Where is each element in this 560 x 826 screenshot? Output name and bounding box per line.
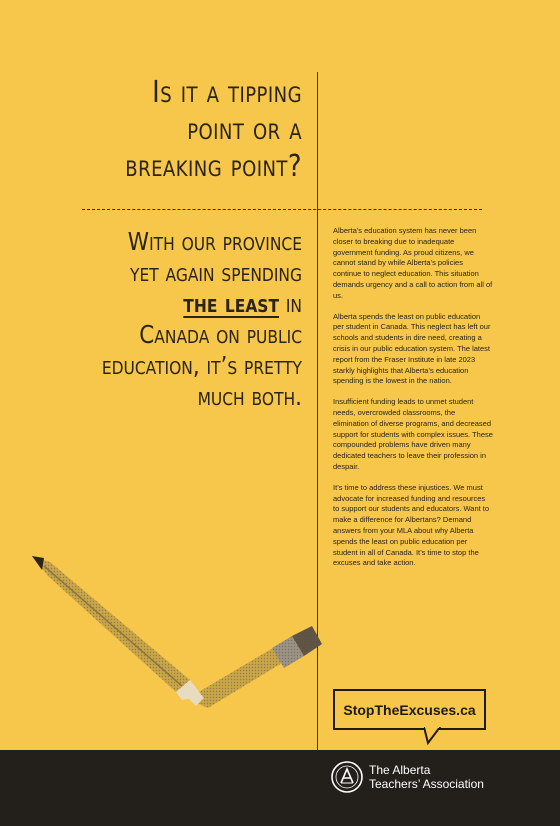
body-paragraph: Alberta spends the least on public education per student in Canada. This neglect has left our schools and students in dire need, creating a crisis in our public education system. The latest report from the Fraser Institute in late 2023 starkly highlights that Alberta’s education spending is the lowest in the nation. bbox=[333, 311, 491, 386]
subhead bbox=[77, 226, 302, 412]
subhead-line-4: Canada on public bbox=[139, 320, 302, 349]
speech-tail-icon bbox=[424, 727, 444, 747]
organization-name bbox=[369, 763, 549, 791]
website-callout[interactable] bbox=[333, 689, 486, 730]
pencil-eraser-piece bbox=[186, 626, 322, 708]
subhead-line-1: With our province bbox=[127, 227, 302, 256]
headline-line-2: point or a bbox=[187, 112, 302, 147]
pencil-tip-piece bbox=[32, 556, 198, 700]
broken-pencil-image bbox=[20, 540, 340, 760]
body-paragraph: Alberta’s education system has never been closer to breaking due to inadequate government funding. As proud citizens, we cannot stand by while Alberta’s policies continue to neglect education. This situation demands urgency and a call to action from all of us. bbox=[333, 226, 493, 300]
subhead-line-3 bbox=[77, 288, 302, 319]
org-name-line-1: The Alberta bbox=[369, 763, 431, 777]
body-copy bbox=[333, 226, 493, 579]
subhead-line-5: education, it’s pretty bbox=[101, 351, 302, 380]
headline-line-3: breaking point? bbox=[125, 149, 302, 184]
headline-line-1: Is it a tipping bbox=[152, 75, 302, 110]
subhead-inline: in bbox=[279, 289, 302, 318]
subhead-emphasis: the least bbox=[183, 289, 280, 318]
dotted-divider bbox=[82, 209, 482, 210]
subhead-line-6: much both. bbox=[197, 382, 302, 411]
subhead-line-2: yet again spending bbox=[130, 258, 302, 287]
ata-seal-icon bbox=[331, 761, 363, 793]
org-name-line-2: Teachers’ Association bbox=[369, 777, 484, 791]
body-paragraph: It’s time to address these injustices. We must advocate for increased funding and resources to support our students and educators. Want to make a difference for Albertans? Demand answers from your MLA about why Alberta spends the least on public education per student in all of Canada. It’s time to stop the excuses and take action. bbox=[333, 482, 490, 568]
website-link[interactable]: StopTheExcuses.ca bbox=[343, 701, 476, 718]
body-paragraph: Insufficient funding leads to unmet student needs, overcrowded classrooms, the elimination of diverse programs, and decreased support for students with complex issues. These compounded problems have driven many dedicated teachers to leave their profession in despair. bbox=[333, 397, 493, 471]
headline bbox=[94, 74, 302, 185]
